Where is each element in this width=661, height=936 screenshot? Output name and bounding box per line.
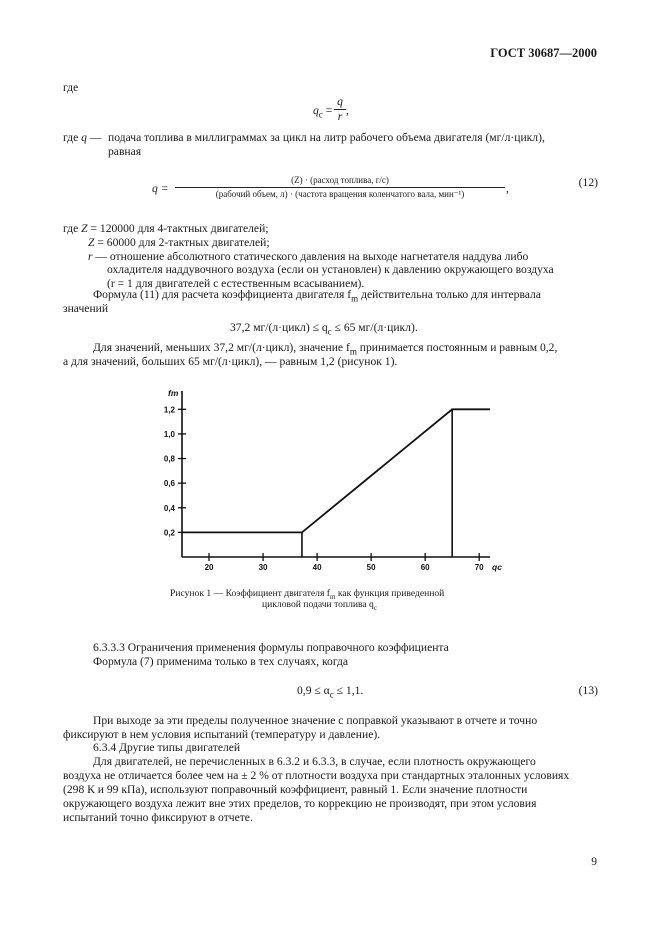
y-tick-label: 0,6 bbox=[163, 479, 175, 489]
section-6333-text: Формула (7) применима только в тех случаях, когда bbox=[93, 655, 349, 668]
para-limits-line2: фиксируют в нем условия испытаний (температуру и давление). bbox=[63, 728, 381, 741]
def-r-line2: охладителя наддувочного воздуха (если он установлен) к давлению окружающего воздуха bbox=[107, 263, 554, 276]
x-tick-label: 70 bbox=[474, 563, 484, 572]
def-r-line3: (r = 1 для двигателей с естественным всасыванием). bbox=[107, 277, 365, 290]
x-tick-label: 20 bbox=[204, 563, 214, 572]
para-values-line1: Для значений, меньших 37,2 мг/(л·цикл), значение $f_m$ принимается постоянным и равным 0,2, bbox=[93, 341, 558, 357]
x-tick-label: 50 bbox=[366, 563, 376, 572]
para-values-line2: а для значений, больших 65 мг/(л·цикл), — равным 1,2 (рисунок 1). bbox=[63, 355, 398, 368]
y-tick-label: 0,2 bbox=[163, 528, 175, 538]
formula-13: $0,9 \le \alpha_c \le 1,1$. bbox=[297, 684, 364, 700]
x-axis-label: qc bbox=[492, 562, 502, 572]
section-634-line1: Для двигателей, не перечисленных в 6.3.2 и 6.3.3, в случае, если плотность окружающего bbox=[93, 755, 536, 768]
interval-formula: 37,2 мг/(л·цикл) ≤ $q_c \le 65$ мг/(л·цикл). bbox=[230, 321, 418, 337]
figure-caption-line1: Рисунок 1 — Коэффициент двигателя $f_m$ как функция приведенной bbox=[170, 588, 445, 601]
def-q-text: подача топлива в миллиграммах за цикл на литр рабочего объема двигателя (мг/л·цикл), bbox=[108, 131, 545, 144]
figure-caption-line2: цикловой подачи топлива $q_c$ bbox=[262, 599, 377, 612]
section-634-line5: испытаний точно фиксируют в отчете. bbox=[63, 811, 253, 824]
x-tick-label: 40 bbox=[312, 563, 322, 572]
y-tick-label: 1,2 bbox=[163, 405, 175, 415]
def-q-line1: где q — bbox=[63, 131, 102, 144]
section-634-line3: (298 К и 99 кПа), используют поправочный коэффициент, равный 1. Если значение плотности bbox=[63, 783, 528, 796]
y-axis-label: fm bbox=[168, 388, 179, 398]
def-z-4stroke: где Z = 120000 для 4-тактных двигателей; bbox=[63, 222, 269, 235]
section-6333-title: 6.3.3.3 Ограничения применения формулы поправочного коэффициента bbox=[93, 641, 449, 654]
x-tick-label: 30 bbox=[258, 563, 268, 572]
x-tick-label: 60 bbox=[420, 563, 430, 572]
section-634-title: 6.3.4 Другие типы двигателей bbox=[93, 741, 241, 754]
page-number: 9 bbox=[591, 855, 597, 868]
equation-number-12: (12) bbox=[578, 176, 598, 189]
section-634-line2: воздуха не отличается более чем на ± 2 % от плотности воздуха при стандартных эталонных условиях bbox=[63, 769, 570, 782]
y-tick-label: 1,0 bbox=[163, 429, 175, 439]
section-634-line4: окружающего воздуха лежит вне этих пределов, то коррекцию не производят, при этом условия bbox=[63, 797, 537, 810]
figure-1-chart bbox=[150, 385, 505, 580]
where-label: где bbox=[63, 81, 79, 94]
def-r-line1: r — отношение абсолютного статического давления на выходе нагнетателя наддува либо bbox=[88, 250, 529, 263]
def-q-text2: равная bbox=[108, 145, 142, 158]
y-tick-label: 0,4 bbox=[163, 503, 175, 513]
para-formula-11-line1: Формула (11) для расчета коэффициента двигателя $f_m$ действительна только для интервала bbox=[93, 288, 541, 304]
def-z-2stroke: Z = 60000 для 2-тактных двигателей; bbox=[88, 236, 270, 249]
document-header: ГОСТ 30687—2000 bbox=[490, 46, 597, 60]
para-formula-11-line2: значений bbox=[63, 302, 109, 315]
series-line bbox=[182, 409, 490, 532]
y-tick-label: 0,8 bbox=[163, 454, 175, 464]
equation-number-13: (13) bbox=[578, 684, 598, 697]
para-limits-line1: При выходе за эти пределы полученное значение с поправкой указывают в отчете и точно bbox=[93, 714, 538, 727]
